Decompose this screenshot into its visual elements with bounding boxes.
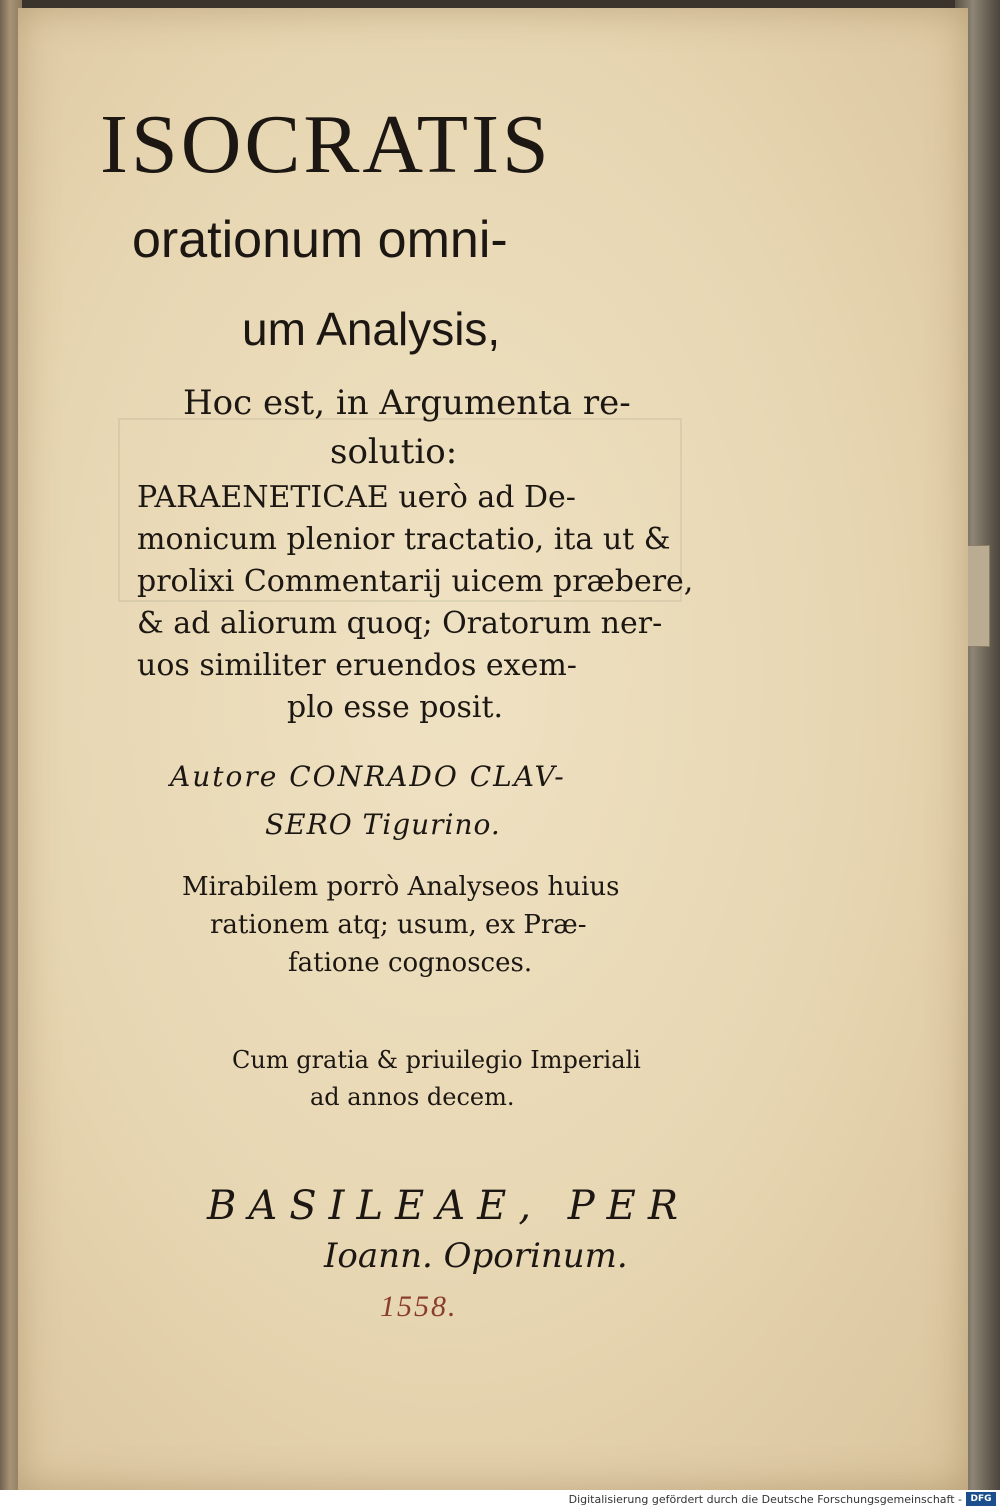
paraenetic-line-6: plo esse posit.: [287, 690, 504, 725]
privilege-line-2: ad annos decem.: [310, 1083, 515, 1111]
subtitle-line-1: orationum omni-: [132, 211, 508, 269]
paraenetic-line-5: uos similiter eruendos exem-: [137, 648, 577, 683]
hoc-est-line-2: solutio:: [330, 432, 458, 472]
footer-credit: Digitalisierung gefördert durch die Deutsche Forschungsgemeinschaft -: [568, 1493, 962, 1506]
book-title: ISOCRATIS: [100, 98, 552, 191]
author-line-1: Autore CONRADO CLAV-: [170, 760, 566, 793]
hoc-est-line-1: Hoc est, in Argumenta re-: [183, 383, 631, 423]
imprint-place: BASILEAE, PER: [207, 1183, 690, 1229]
author-line-2: SERO Tigurino.: [265, 808, 501, 841]
handwritten-year: 1558.: [380, 1290, 458, 1323]
dfg-logo-icon: DFG: [966, 1492, 996, 1506]
subtitle-line-2: um Analysis,: [242, 303, 501, 355]
mirabilem-line-1: Mirabilem porrò Analyseos huius: [182, 872, 620, 902]
mirabilem-line-3: fatione cognosces.: [288, 948, 533, 978]
paraenetic-line-4: & ad aliorum quoq; Oratorum ner-: [137, 606, 663, 641]
paraenetic-line-3: prolixi Commentarij uicem præbere,: [137, 564, 694, 599]
paraenetic-line-2: monicum plenior tractatio, ita ut &: [137, 522, 671, 557]
privilege-line-1: Cum gratia & priuilegio Imperiali: [232, 1046, 641, 1074]
mirabilem-line-2: rationem atq; usum, ex Præ-: [210, 910, 587, 940]
paraenetic-line-1: PARAENETICAE uerò ad De-: [137, 480, 576, 515]
imprint-printer: Ioann. Oporinum.: [324, 1236, 628, 1276]
